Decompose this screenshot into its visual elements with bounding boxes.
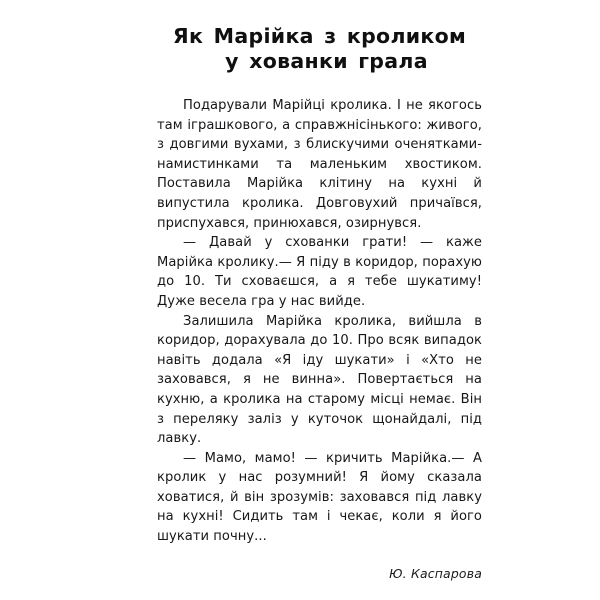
author-name: Ю. Каспарова [389, 565, 482, 581]
story-paragraph-1: Подарували Марійці кролика. І не якогось там іграшкового, а справжнісінького: живого, з довгими вухами, з блискучими оченятками-намистинками та маленьким хвостиком. Поставила Марійка клітину на кухні й випустила кролика. Довговухий причаївся, приспухався, принюхався, озирнувся. [157, 98, 482, 231]
page-title [157, 24, 482, 74]
page-title-line-2: у хованки грала [225, 49, 428, 73]
story-paragraph-2: — Давай у схованки грати! — каже Марійка кролику.— Я піду в коридор, порахую до 10. Ти сховаєшся, а я тебе шукатиму! Дуже весела гра у нас вийде. [157, 235, 482, 309]
story-body [157, 96, 482, 547]
page-content-column [157, 24, 482, 582]
story-paragraph-4: — Мамо, мамо! — кричить Марійка.— А кролик у нас розумний! Я йому сказала ховатися, й він зрозумів: заховався під лавку на кухні! Сидить там і чекає, коли я його шукати почну... [157, 450, 482, 545]
story-paragraph-3: Залишила Марійка кролика, вийшла в коридор, дорахувала до 10. Про всяк випадок навіть додала «Я іду шукати» і «Хто не заховався, я не винна». Повертається на кухню, а кролика на старому місці немає. Він з переляку заліз у куточок щонайдалі, під лавку. [157, 313, 482, 447]
page-title-line-1: Як Марійка з кроликом [172, 24, 467, 48]
author-byline [157, 566, 482, 582]
